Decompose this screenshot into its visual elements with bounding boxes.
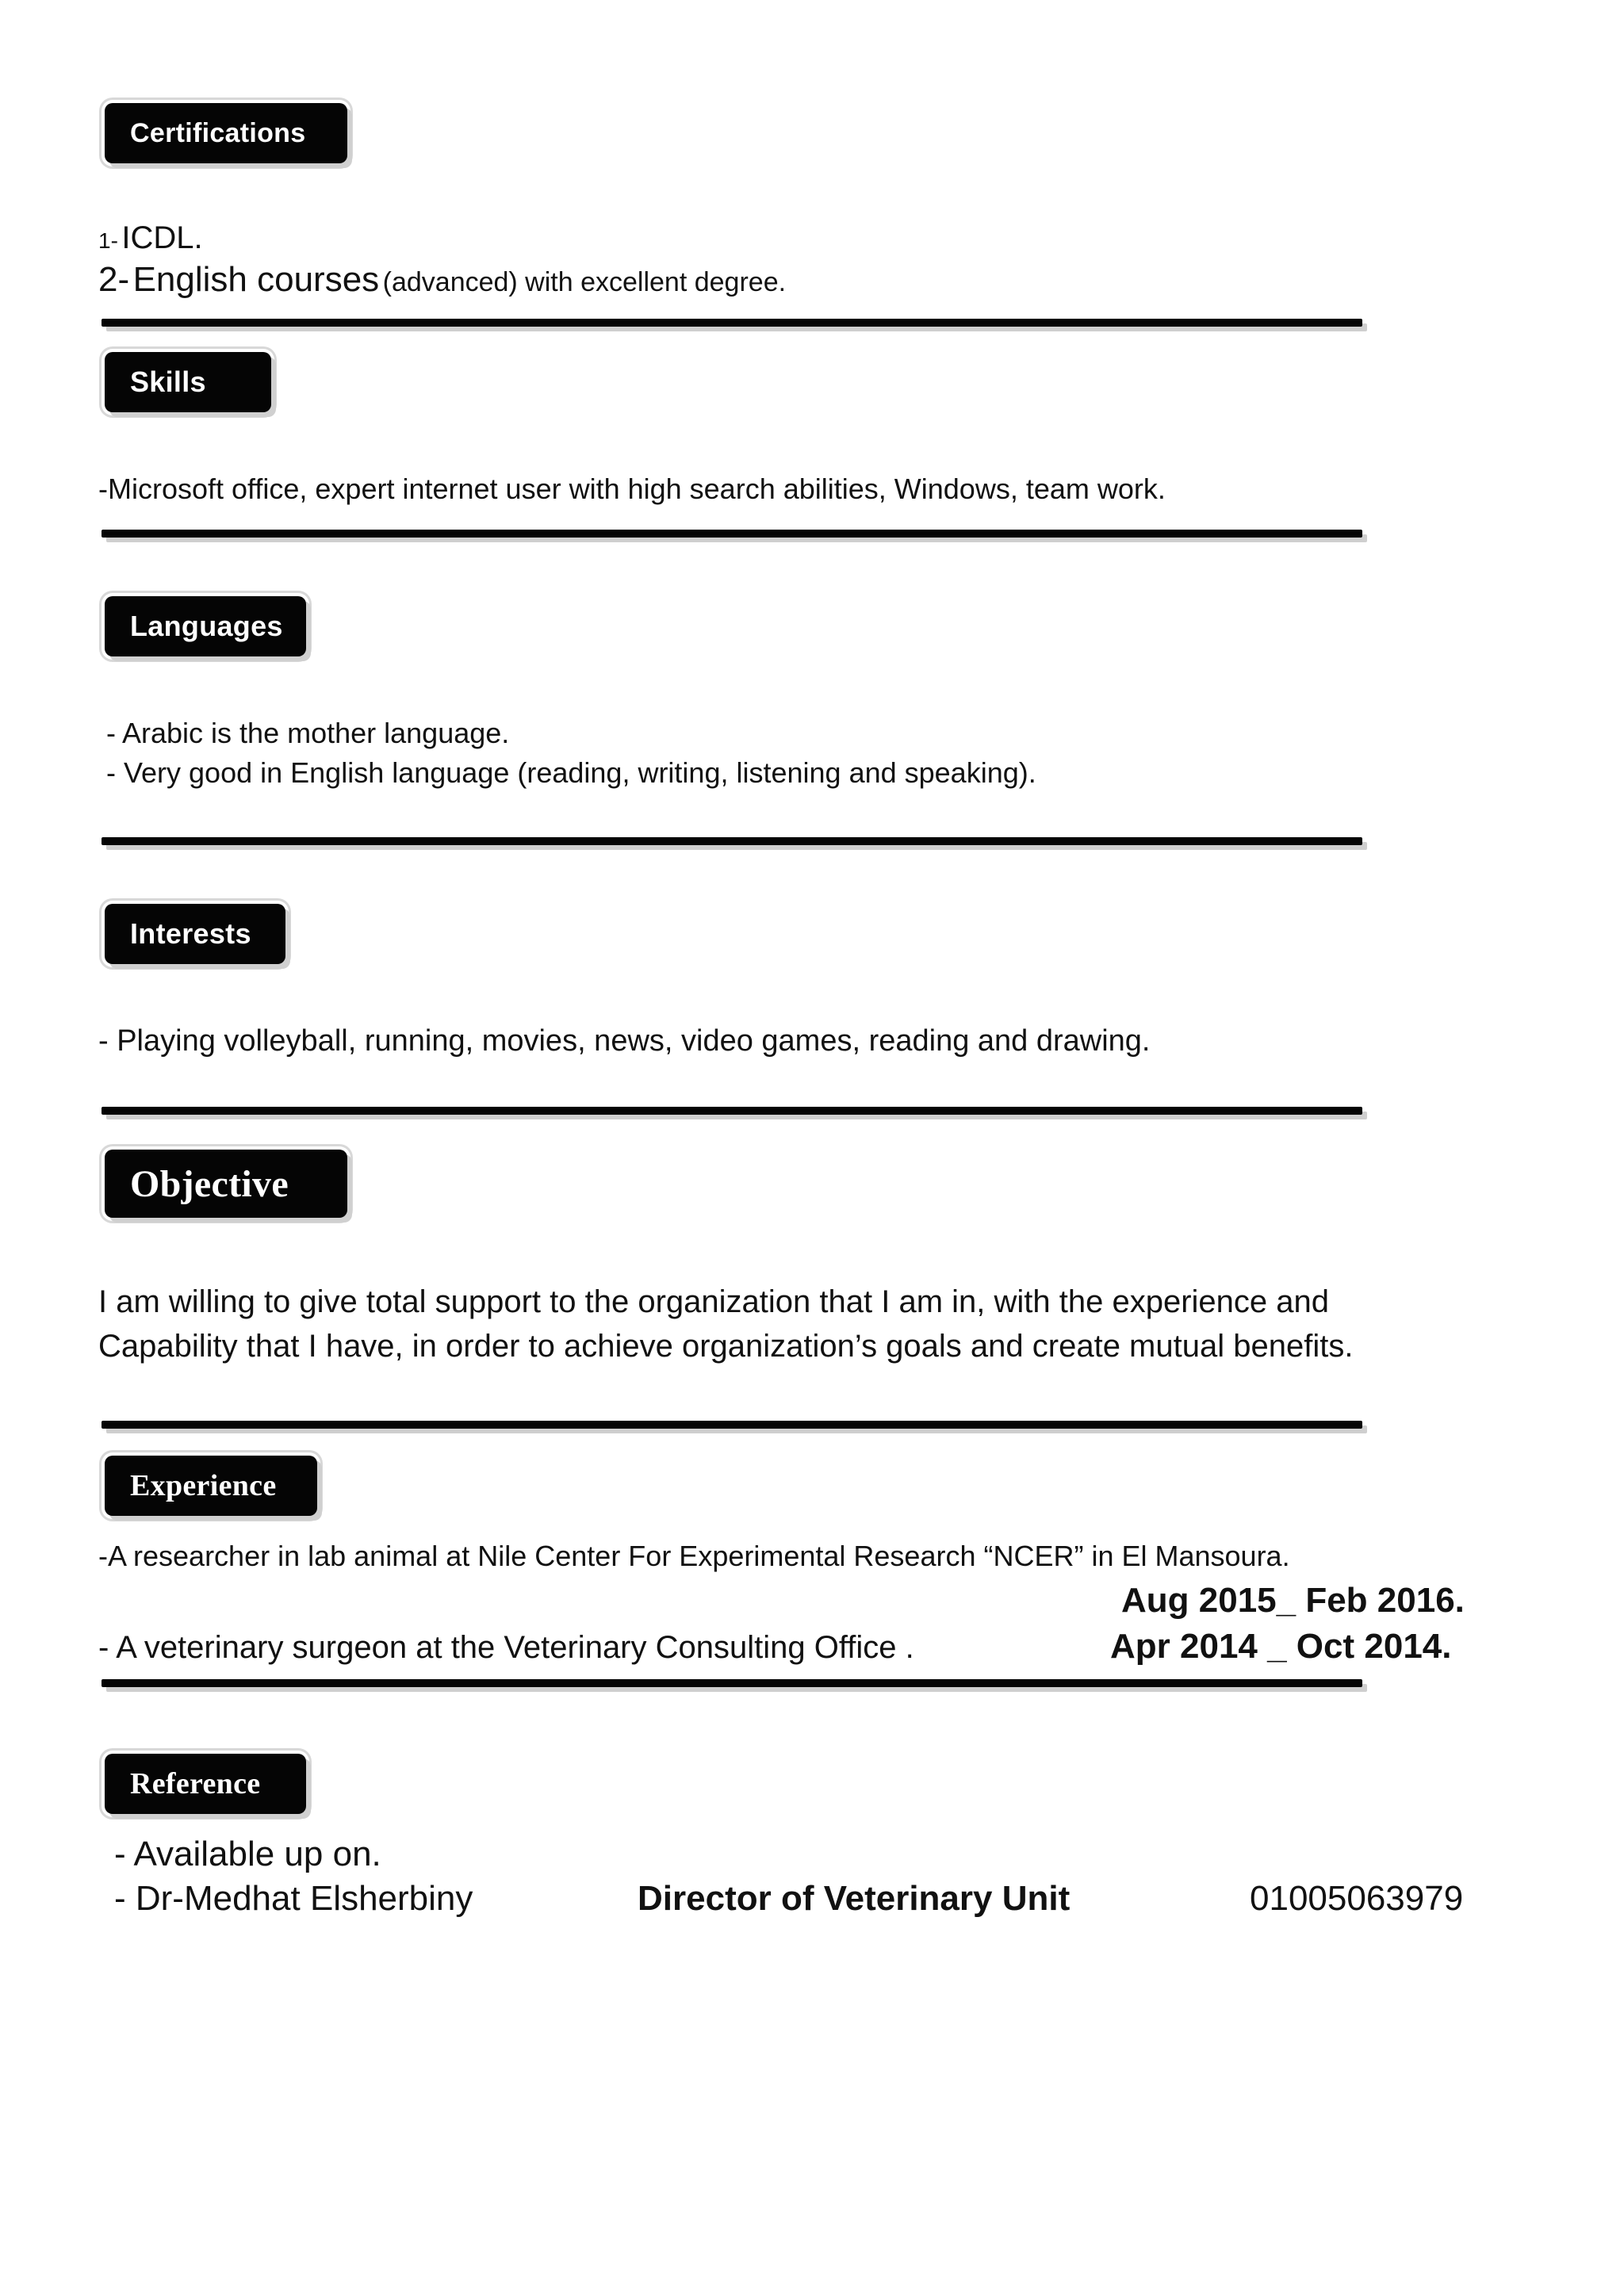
reference-name: - Dr-Medhat Elsherbiny (114, 1879, 473, 1918)
objective-line-2: Capability that I have, in order to achieve organization’s goals and create mutual benefits. (98, 1329, 1354, 1364)
reference-role: Director of Veterinary Unit (638, 1879, 1071, 1918)
certification-item-2-main: English courses (132, 260, 380, 299)
reference-available: - Available up on. (114, 1835, 381, 1873)
skills-heading: Skills (105, 352, 271, 412)
section-divider (102, 1679, 1362, 1687)
certification-item-1-text: ICDL. (121, 220, 203, 255)
interests-text: - Playing volleyball, running, movies, news, video games, reading and drawing. (98, 1024, 1151, 1058)
section-divider (102, 1107, 1362, 1115)
section-divider (102, 319, 1362, 327)
experience-entry-1-period: Aug 2015_ Feb 2016. (1121, 1581, 1465, 1620)
experience-entry-1-text: -A researcher in lab animal at Nile Center For Experimental Research “NCER” in El Mansoura. (98, 1540, 1290, 1572)
certification-item-2-number: 2- (98, 260, 130, 299)
experience-entry-2-text: - A veterinary surgeon at the Veterinary Consulting Office . (98, 1630, 914, 1665)
interests-heading: Interests (105, 904, 285, 964)
language-item-2: - Very good in English language (reading, writing, listening and speaking). (106, 756, 1036, 789)
section-divider (102, 837, 1362, 845)
certification-item-1 (98, 220, 203, 256)
skills-text: -Microsoft office, expert internet user with high search abilities, Windows, team work. (98, 473, 1166, 505)
reference-phone: 01005063979 (1250, 1879, 1464, 1918)
languages-heading: Languages (105, 596, 306, 656)
objective-line-1: I am willing to give total support to the organization that I am in, with the experience and (98, 1284, 1329, 1319)
experience-heading: Experience (105, 1456, 317, 1516)
section-divider (102, 530, 1362, 538)
certification-item-1-number: 1- (98, 228, 118, 253)
certifications-heading: Certifications (105, 103, 347, 163)
language-item-1: - Arabic is the mother language. (106, 717, 510, 749)
certification-item-2-detail: (advanced) with excellent degree. (382, 267, 787, 297)
objective-heading: Objective (105, 1150, 347, 1218)
experience-entry-2-period: Apr 2014 _ Oct 2014. (1110, 1627, 1452, 1666)
reference-heading: Reference (105, 1754, 306, 1814)
certification-item-2 (98, 260, 786, 300)
section-divider (102, 1421, 1362, 1429)
